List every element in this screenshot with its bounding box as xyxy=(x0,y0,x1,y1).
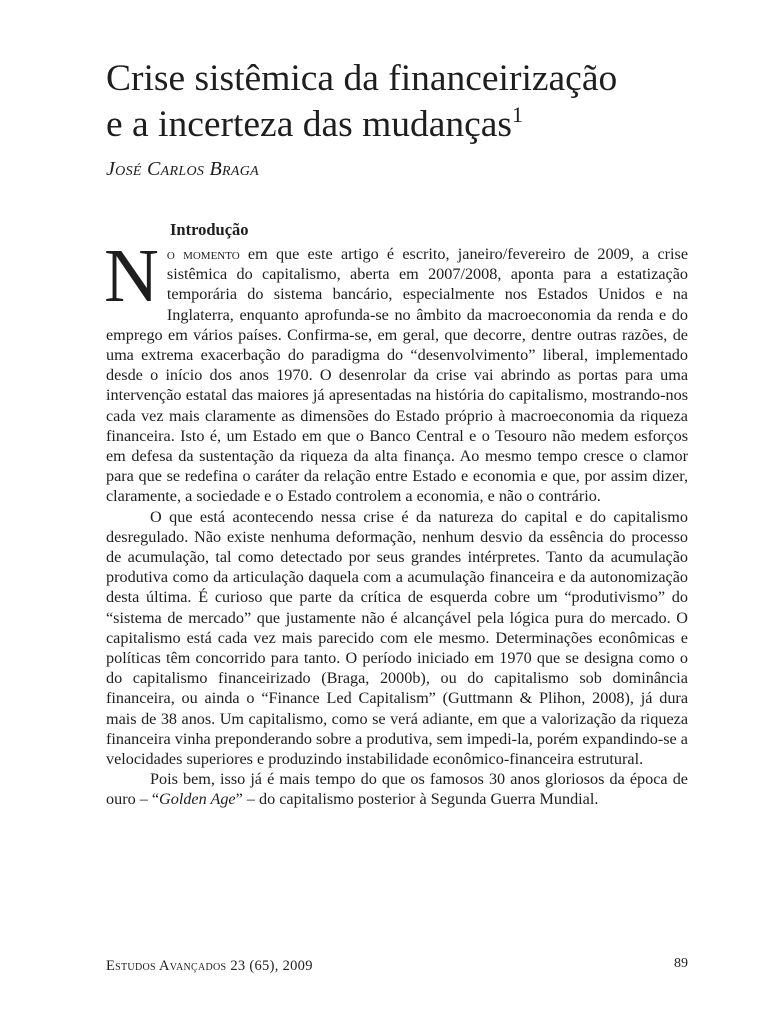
paragraph-3 xyxy=(106,769,688,809)
title-line-1: Crise sistêmica da financeirização xyxy=(106,58,618,99)
paragraph-2: O que está acontecendo nessa crise é da natureza do capital e do capitalismo desregulado. Não existe nenhuma deformação, nenhum desvio da essência do processo de acumulação, tal como detectado por seus grandes intérpretes. Tanto da acumulação produtiva como da articulação daquela com a acumulação financeira e da autonomização desta última. É curioso que parte da crítica de esquerda cobre um “produtivismo” do “sistema de mercado” que justamente não é alcançável pela lógica pura do mercado. O capitalismo está cada vez mais parecido com ele mesmo. Determinações econômicas e políticas têm concorrido para tanto. O período iniciado em 1970 que se designa como o do capitalismo financeirizado (Braga, 2000b), ou do capitalismo sob dominância financeira, ou ainda o “Finance Led Capitalism” (Guttmann & Plihon, 2008), já dura mais de 38 anos. Um capitalismo, como se verá adiante, em que a valorização da riqueza financeira vinha preponderando sobre a produtiva, sem impedi-la, porém expandindo-se a velocidades superiores e produzindo instabilidade econômico-financeira estrutural. xyxy=(106,507,688,769)
author-name: José Carlos Braga xyxy=(106,158,259,180)
paragraph-1-smallcaps: o momento xyxy=(166,245,240,263)
article-body xyxy=(106,220,688,810)
footer-journal: Estudos Avançados 23 (65), 2009 xyxy=(106,958,313,974)
paragraph-3-italic: Golden Age xyxy=(159,790,236,809)
paragraph-3-text-a: Pois bem, isso já é mais tempo do que os famosos 30 anos gloriosos da época de ouro – “ xyxy=(106,770,688,809)
footnote-marker[interactable]: 1 xyxy=(512,102,524,127)
paragraph-1-text: em que este artigo é escrito, janeiro/fevereiro de 2009, a crise sistêmica do capitalismo, aberta em 2007/2008, aponta para a estatização temporária do sistema bancário, especialmente nos Estados Unidos e na Inglaterra, enquanto aprofunda-se no âmbito da macroeconomia da renda e do emprego em vários países. Confirma-se, em geral, que decorre, dentre outras razões, de uma extrema exacerbação do paradigma do “desenvolvimento” liberal, implementado desde o início dos anos 1970. O desenrolar da crise vai abrindo as portas para uma intervenção estatal das maiores já apresentadas na história do capitalismo, mostrando-nos cada vez mais claramente as dimensões do Estado próprio à macroeconomia da riqueza financeira. Isto é, um Estado em que o Banco Central e o Tesouro não medem esforços em defesa da sustentação da riqueza da alta finança. Ao mesmo tempo cresce o clamor para que se redefina o caráter da relação entre Estado e economia e que, por assim dizer, claramente, a sociedade e o Estado controlem a economia, e não o contrário. xyxy=(106,245,688,506)
paragraph-3-text-b: ” – do capitalismo posterior à Segunda Guerra Mundial. xyxy=(235,790,599,809)
title-line-2: e a incerteza das mudanças xyxy=(106,104,513,145)
article-title xyxy=(106,56,706,148)
drop-cap: N xyxy=(104,234,159,318)
section-heading: Introdução xyxy=(170,220,249,239)
paragraph-1 xyxy=(104,234,688,507)
page-number: 89 xyxy=(674,956,688,971)
